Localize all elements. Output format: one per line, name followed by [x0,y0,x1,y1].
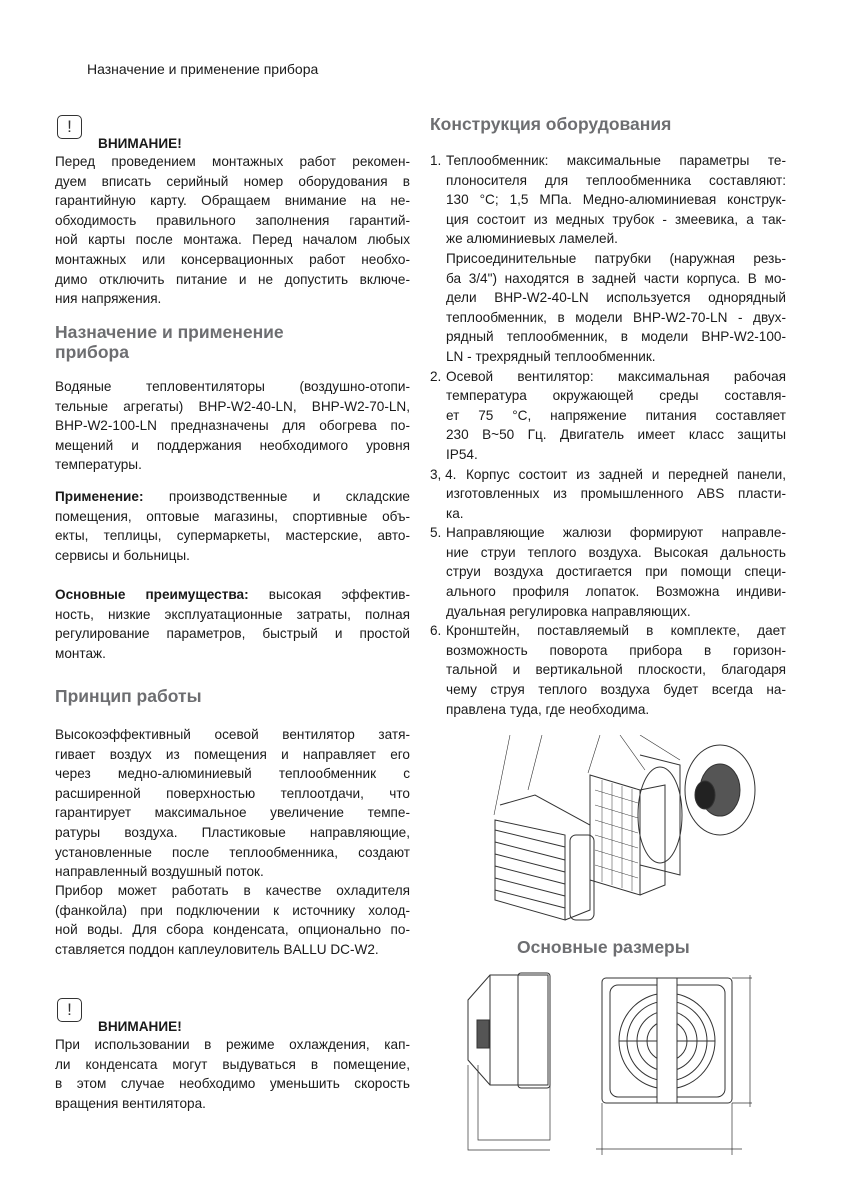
list-item [430,465,786,524]
text-line: Прибор может работать в качестве охладителя [55,883,410,898]
text-line [55,585,410,605]
text-line: Высокоэффективный осевой вентилятор затя- [55,727,410,742]
text-line: температуры. [55,457,142,473]
principle-text [55,725,410,882]
text-line: BHP-W2-100-LN предназначены для обогрева по- [55,418,410,434]
text-line: плоносителя для теплообменника составляют: [446,172,786,188]
text-line: ли конденсата могут выдуваться в помещение, [55,1056,410,1072]
text-line: Водяные тепловентиляторы (воздушно-отопи- [55,379,410,394]
text-line: екты, теплицы, супермаркеты, мастерские, авто- [55,528,410,544]
text-line: Направляющие жалюзи формируют направле- [446,525,786,541]
louver-panel [495,795,590,920]
text-line: 230 В~50 Гц. Двигатель имеет класс защиты [446,427,786,443]
dimensions-drawing [460,965,760,1160]
fan-motor [685,745,755,835]
front-view [596,975,752,1155]
application-lead: Применение: [55,489,144,504]
list-item [430,151,786,367]
section-heading-construction: Конструкция оборудования [430,114,672,134]
text-line: струи воздуха достигается при помощи специ- [446,564,786,580]
text-line: рядный теплообменник, в модели BHP-W2-100- [446,329,786,345]
text-line: гивает воздух из помещения и направляет его [55,746,410,762]
list-number: 5. [430,525,442,541]
warning-title: ВНИМАНИЕ! [98,1019,182,1034]
text-line: дуем вписать серийный номер оборудования в [55,173,410,189]
text-line [55,487,410,507]
text-line: При использовании в режиме охлаждения, кап- [55,1037,410,1052]
text-line: ция состоит из медных трубок - змеевика, а так- [446,211,786,227]
text-line: помещения, оптовые магазины, спортивные объ- [55,508,410,524]
text-line: димо отключить питание и не допустить включе- [55,271,410,287]
text-line: (фанкойла) при подключении к источнику холод- [55,902,410,918]
text-line: дуальная регулировка направляющих. [446,603,691,619]
text-line: ной воды. Для сбора конденсата, опционально по- [55,922,410,938]
text-line: теплообменник, в модели BHP-W2-70-LN - двух- [446,309,786,325]
text-line: мещений и поддержания необходимого уровня [55,437,410,453]
advantages-lines [55,605,410,664]
text-line: LN - трехрядный теплообменник. [446,348,656,364]
exploded-view-illustration [490,735,770,930]
text-line: монтаж. [55,645,106,661]
construction-list [430,151,786,719]
text-line: тельные агрегаты) BHP-W2-40-LN, BHP-W2-70-LN, [55,398,410,414]
text-line: тальной и вертикальной плоскости, благодаря [446,662,786,678]
warning-icon: ! [57,998,82,1022]
text-line: гарантийную карту. Обращаем внимание на не- [55,193,410,209]
leader-lines [494,735,680,815]
heading-line: Назначение и применение [55,322,284,342]
side-view [468,973,550,1150]
text-line: же алюминиевых ламелей. [446,231,618,247]
warning-icon: ! [57,115,82,139]
list-item [430,621,786,719]
text-line: гарантирует максимальное увеличение темпе- [55,805,410,821]
list-item [430,523,786,621]
warning-title: ВНИМАНИЕ! [98,136,182,151]
text-line: изготовленных из промышленного ABS пласти- [446,486,786,502]
text-line: ность, низкие эксплуатационные затраты, полная [55,606,410,622]
cooling-text [55,881,410,959]
text-line: через медно-алюминиевый теплообменник с [55,766,410,782]
text-line: расширенной поверхностью теплоотдачи, что [55,785,410,801]
text-line: ния напряжения. [55,291,162,307]
text-line: установленные после теплообменника, создают [55,844,410,860]
fan-housing [638,755,682,875]
text-line: сервисы и больницы. [55,547,190,563]
text-line: ставляется поддон каплеуловитель BALLU DC-W2. [55,941,379,957]
text-line: дели BHP-W2-40-LN используется однорядный [446,290,786,306]
text-line: Кронштейн, поставляемый в комплекте, дает [446,623,786,639]
text-line: правлена туда, где необходима. [446,701,650,717]
list-item [430,367,786,465]
text-line: возможность поворота прибора в горизон- [446,642,786,658]
advantages-text [55,585,410,663]
section-heading-principle: Принцип работы [55,686,202,706]
text-line: температура окружающей среды составля- [446,388,786,404]
list-number: 1. [430,153,442,168]
text-line: обходимость правильного заполнения гарантий- [55,212,410,228]
text-line: в этом случае необходимо уменьшить скорость [55,1076,410,1092]
heading-line: прибора [55,342,129,362]
list-number: 6. [430,623,442,639]
section-heading-dimensions: Основные размеры [517,937,690,957]
text-line: регулирование параметров, быстрый и простой [55,626,410,642]
section-heading-purpose [55,322,284,362]
application-text [55,487,410,565]
text-line: Присоединительные патрубки (наружная резь- [446,250,786,266]
text-line: чему струя теплого воздуха будет всегда на- [446,682,786,698]
list-number: 3, 4. [430,466,457,482]
text-line: ратуры воздуха. Пластиковые направляющие, [55,824,410,840]
text-line: Осевой вентилятор: максимальная рабочая [446,368,786,384]
list-number: 2. [430,368,442,384]
text-line: Корпус состоит из задней и передней панели, [466,466,786,482]
purpose-text [55,377,410,475]
text-line: вращения вентилятора. [55,1095,206,1111]
application-lines [55,507,410,566]
text-line: направленный воздушный поток. [55,864,264,880]
text-fragment: производственные и складские [143,489,410,504]
advantages-lead: Основные преимущества: [55,587,249,602]
text-line: ние струи теплого воздуха. Высокая дальность [446,544,786,560]
text-line: Теплообменник: максимальные параметры те- [446,153,786,168]
text-line: Перед проведением монтажных работ рекомен- [55,154,410,169]
heat-exchanger [590,775,665,895]
text-line: ет 75 °С, напряжение питания составляет [446,407,786,423]
text-line: ального профиля лопаток. Возможна индиви- [446,584,786,600]
warning-text [55,152,410,309]
warning-text [55,1035,410,1113]
text-fragment: высокая эффектив- [248,587,410,602]
text-line: IP54. [446,446,478,462]
text-line: ба 3/4") находятся в задней части корпуса. В мо- [446,270,786,286]
text-line: монтажных или консервационных работ необхо- [55,251,410,267]
text-line: ка. [446,505,464,521]
text-line: 130 °С; 1,5 МПа. Медно-алюминиевая конструк- [446,192,786,208]
running-header: Назначение и применение прибора [87,61,319,77]
text-line: ной карты после монтажа. Перед началом любых [55,232,410,248]
